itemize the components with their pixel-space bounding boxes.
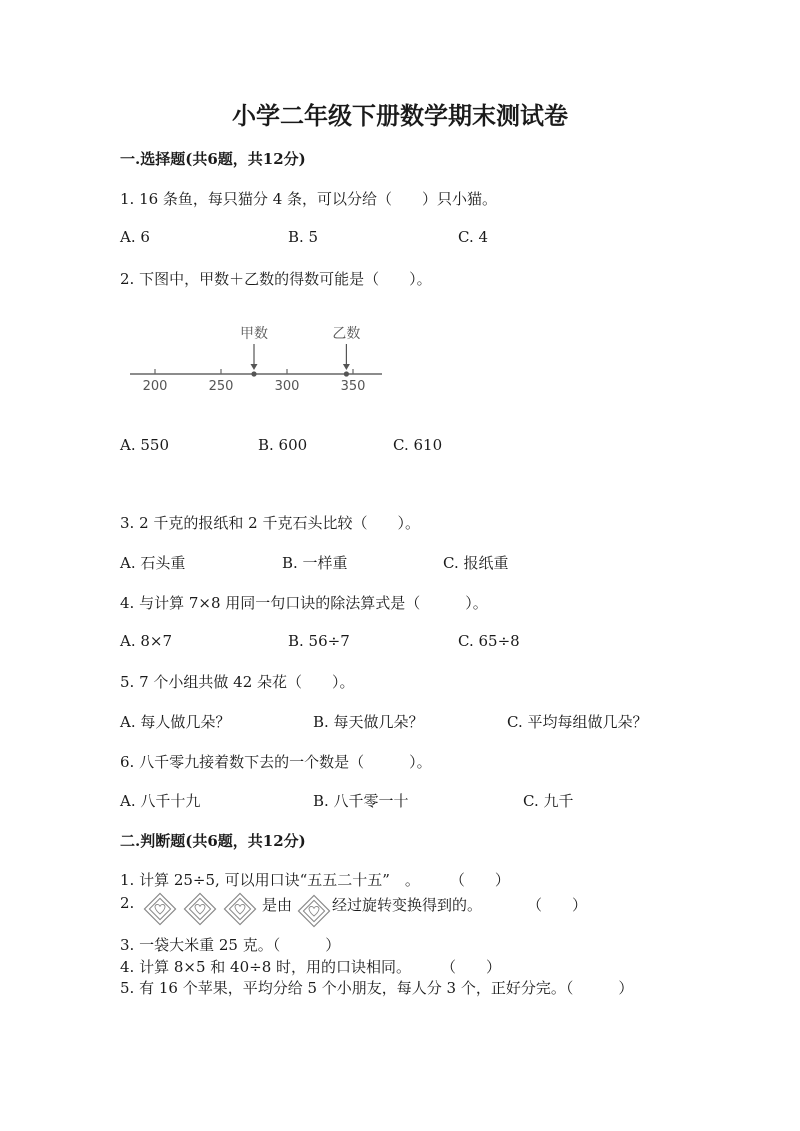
q1-4-option-c: C. 65÷8: [458, 632, 520, 650]
question-2-3: 3. 一袋大米重 25 克。（ ）: [120, 936, 341, 954]
q1-2-option-a: A. 550: [120, 436, 169, 454]
q1-1-option-c: C. 4: [458, 228, 489, 246]
diamond-heart-icon: [184, 893, 215, 924]
point-jia: [251, 371, 256, 376]
arrowhead-yi-icon: [343, 364, 350, 370]
question-2-2-mid: 是由: [262, 896, 293, 914]
q1-2-option-c: C. 610: [393, 436, 443, 454]
q1-4-option-a: A. 8×7: [120, 632, 173, 650]
q1-5-option-b: B. 每天做几朵？: [313, 713, 424, 731]
label-jia: 甲数: [240, 326, 268, 342]
question-2-2-number: 2.: [120, 894, 135, 912]
question-1-6: 6. 八千零九接着数下去的一个数是（ ）。: [120, 753, 432, 771]
diamond-heart-icon: [296, 893, 332, 929]
section-2-heading: 二.判断题(共6题，共12分): [120, 832, 306, 850]
question-1-1: 1. 16 条鱼，每只猫分 4 条，可以分给（ ）只小猫。: [120, 190, 498, 208]
question-2-1: 1. 计算 25÷5, 可以用口诀“五五二十五” 。 （ ）: [120, 871, 510, 889]
diamond-heart-icon: [224, 893, 255, 924]
label-yi: 乙数: [332, 326, 361, 342]
q1-3-option-c: C. 报纸重: [443, 554, 509, 572]
q1-5-option-c: C. 平均每组做几朵？: [507, 713, 648, 731]
diamond-heart-icon-group: [142, 891, 262, 927]
q1-6-option-a: A. 八千十九: [120, 792, 201, 810]
question-2-4: 4. 计算 8×5 和 40÷8 时，用的口诀相同。 （ ）: [120, 958, 502, 976]
number-line-tick-label: 200: [142, 379, 168, 394]
number-line-tick-label: 350: [340, 379, 366, 394]
question-2-5: 5. 有 16 个苹果，平均分给 5 个小朋友，每人分 3 个，正好分完。（ ）: [120, 979, 634, 997]
question-1-3: 3. 2 千克的报纸和 2 千克石头比较（ ）。: [120, 514, 420, 532]
q1-2-option-b: B. 600: [258, 436, 308, 454]
number-line-figure: [120, 322, 390, 397]
question-1-2: 2. 下图中，甲数＋乙数的得数可能是（ ）。: [120, 270, 432, 288]
q1-6-option-b: B. 八千零一十: [313, 792, 409, 810]
point-yi: [344, 371, 349, 376]
q1-1-option-a: A. 6: [120, 228, 150, 246]
q1-5-option-a: A. 每人做几朵？: [120, 713, 231, 731]
number-line-tick-label: 250: [208, 379, 234, 394]
q1-3-option-b: B. 一样重: [282, 554, 348, 572]
page-title: 小学二年级下册数学期末测试卷: [232, 101, 568, 130]
section-1-heading: 一.选择题(共6题，共12分): [120, 150, 306, 168]
question-2-2-end: 经过旋转变换得到的。 （ ）: [332, 896, 588, 914]
question-1-5: 5. 7 个小组共做 42 朵花（ ）。: [120, 673, 355, 691]
q1-1-option-b: B. 5: [288, 228, 319, 246]
q1-4-option-b: B. 56÷7: [288, 632, 350, 650]
number-line-tick-label: 300: [274, 379, 300, 394]
question-1-4: 4. 与计算 7×8 用同一句口诀的除法算式是（ ）。: [120, 594, 488, 612]
diamond-heart-icon: [144, 893, 175, 924]
arrowhead-jia-icon: [251, 364, 258, 370]
q1-3-option-a: A. 石头重: [120, 554, 186, 572]
q1-6-option-c: C. 九千: [523, 792, 574, 810]
